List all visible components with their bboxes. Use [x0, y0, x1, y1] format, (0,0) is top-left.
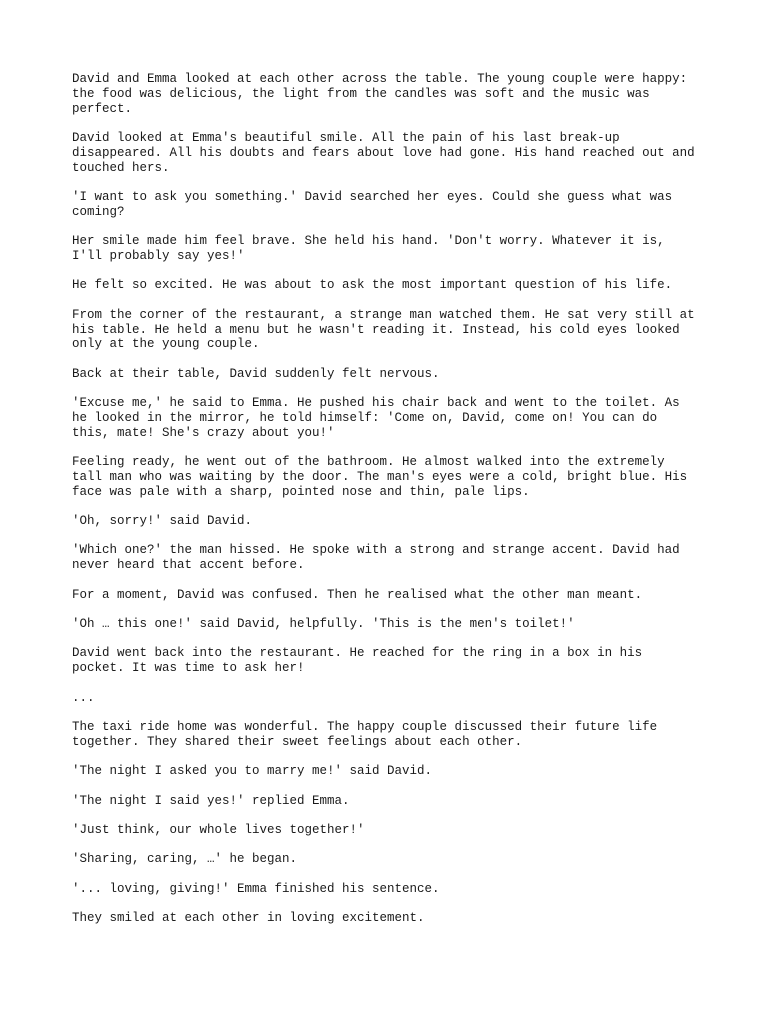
paragraph: He felt so excited. He was about to ask the most important question of his life. — [72, 278, 673, 293]
paragraph: 'The night I said yes!' replied Emma. — [72, 793, 350, 808]
paragraph: Back at their table, David suddenly felt nervous. — [72, 366, 440, 381]
paragraph: The taxi ride home was wonderful. The happy couple discussed their future life together. They shared their sweet feelings about each other. — [72, 720, 658, 749]
paragraph: 'Oh … this one!' said David, helpfully. 'This is the men's toilet!' — [72, 617, 575, 632]
paragraph: For a moment, David was confused. Then he realised what the other man meant. — [72, 587, 643, 602]
paragraph: 'Sharing, caring, …' he began. — [72, 852, 298, 867]
paragraph: From the corner of the restaurant, a strange man watched them. He sat very still at his table. He held a menu but he wasn't reading it. Instead, his cold eyes looked only at the young couple. — [72, 307, 695, 352]
paragraph: 'Excuse me,' he said to Emma. He pushed his chair back and went to the toilet. As he looked in the mirror, he told himself: 'Come on, David, come on! You can do this, mate! She's crazy about you!' — [72, 396, 680, 440]
scene-break: ... — [72, 690, 95, 705]
paragraph: David and Emma looked at each other across the table. The young couple were happy: the food was delicious, the light from the candles was soft and the music was perfect. — [72, 72, 688, 116]
paragraph: 'The night I asked you to marry me!' said David. — [72, 764, 433, 779]
paragraph: Her smile made him feel brave. She held his hand. 'Don't worry. Whatever it is, I'll probably say yes!' — [72, 234, 665, 263]
paragraph: 'I want to ask you something.' David searched her eyes. Could she guess what was coming? — [72, 189, 673, 219]
paragraph: '... loving, giving!' Emma finished his sentence. — [72, 881, 440, 896]
paragraph: They smiled at each other in loving excitement. — [72, 911, 425, 926]
paragraph: 'Just think, our whole lives together!' — [72, 822, 365, 837]
paragraph: 'Which one?' the man hissed. He spoke with a strong and strange accent. David had never heard that accent before. — [72, 543, 680, 573]
paragraph: David looked at Emma's beautiful smile. All the pain of his last break-up disappeared. All his doubts and fears about love had gone. His hand reached out and touched hers. — [72, 130, 695, 175]
document-page — [72, 72, 712, 941]
paragraph: Feeling ready, he went out of the bathroom. He almost walked into the extremely tall man who was waiting by the door. The man's eyes were a cold, bright blue. His face was pale with a sharp, pointed nose and thin, pale lips. — [72, 455, 688, 499]
paragraph: David went back into the restaurant. He reached for the ring in a box in his pocket. It was time to ask her! — [72, 646, 643, 676]
paragraph: 'Oh, sorry!' said David. — [72, 514, 253, 529]
